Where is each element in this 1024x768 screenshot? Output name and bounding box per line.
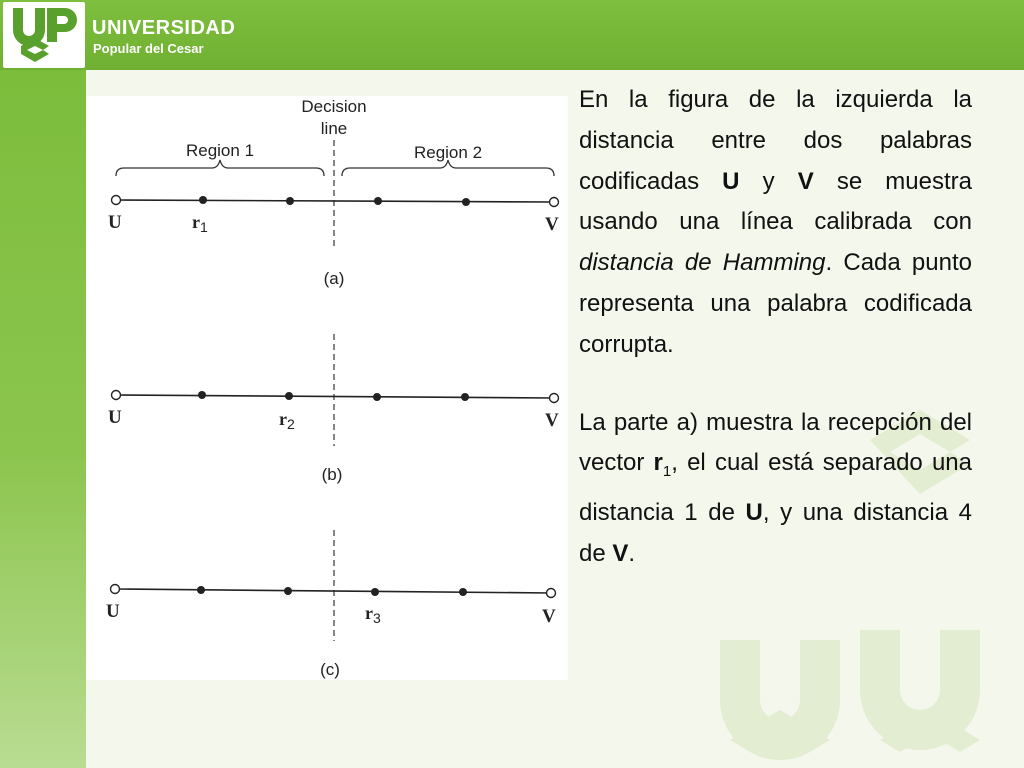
- caption-b: (b): [321, 465, 343, 484]
- region-1-brace: [116, 160, 324, 176]
- corrupt-point-3: [374, 197, 382, 205]
- codeword-u-dot: [111, 585, 120, 594]
- corrupt-point-1: [197, 586, 205, 594]
- calibrated-line: [115, 589, 551, 593]
- decision-line-label-1: Decision: [301, 97, 367, 116]
- calibrated-line: [116, 200, 554, 202]
- corrupt-point-3: [371, 588, 379, 596]
- explanation-text: [579, 80, 972, 575]
- caption-a: (a): [323, 269, 345, 288]
- university-name: UNIVERSIDAD: [92, 17, 236, 39]
- label-v: V: [545, 410, 559, 431]
- codeword-u-dot: [112, 196, 121, 205]
- corrupt-point-4: [462, 198, 470, 206]
- label-u: U: [108, 407, 122, 428]
- figure-svg: [86, 96, 568, 680]
- label-r1: $r_1$: [192, 212, 208, 235]
- paragraph-1: En la figura de la izquierda la distancia entre dos palabras codificadas U y V se muestra usando una línea calibrada con distancia de Hamming. Cada punto representa una palabra codificada corrupta.: [579, 86, 972, 358]
- label-v: V: [542, 606, 556, 627]
- corrupt-point-2: [286, 197, 294, 205]
- codeword-v-dot: [550, 394, 559, 403]
- university-subtitle: Popular del Cesar: [93, 41, 204, 56]
- university-logo: [3, 2, 85, 68]
- corrupt-point-4: [461, 393, 469, 401]
- corrupt-point-1: [198, 391, 206, 399]
- label-r2: $r_2$: [279, 409, 295, 432]
- region-2-label: Region 2: [413, 143, 483, 162]
- corrupt-point-4: [459, 588, 467, 596]
- corrupt-point-2: [284, 587, 292, 595]
- region-2-brace: [342, 160, 554, 176]
- codeword-v-dot: [550, 198, 559, 207]
- corrupt-point-3: [373, 393, 381, 401]
- codeword-v-dot: [547, 589, 556, 598]
- region-1-label: Region 1: [185, 141, 255, 160]
- upc-logo-icon: [3, 2, 85, 68]
- paragraph-2: La parte a) muestra la recepción del vector $r_1$, el cual está separado una distancia 1 de U, y una distancia 4 de V.: [579, 408, 972, 567]
- caption-c: (c): [320, 660, 340, 679]
- corrupt-point-2: [285, 392, 293, 400]
- label-v: V: [545, 214, 559, 235]
- codeword-u-dot: [112, 391, 121, 400]
- label-u: U: [108, 212, 122, 233]
- corrupt-point-1: [199, 196, 207, 204]
- label-u: U: [106, 601, 120, 622]
- hamming-distance-figure: [86, 96, 568, 680]
- calibrated-line: [116, 395, 554, 398]
- label-r3: $r_3$: [365, 603, 381, 626]
- panel-c: [106, 585, 556, 680]
- decision-line-label-2: line: [320, 119, 348, 138]
- left-side-band: [0, 70, 86, 768]
